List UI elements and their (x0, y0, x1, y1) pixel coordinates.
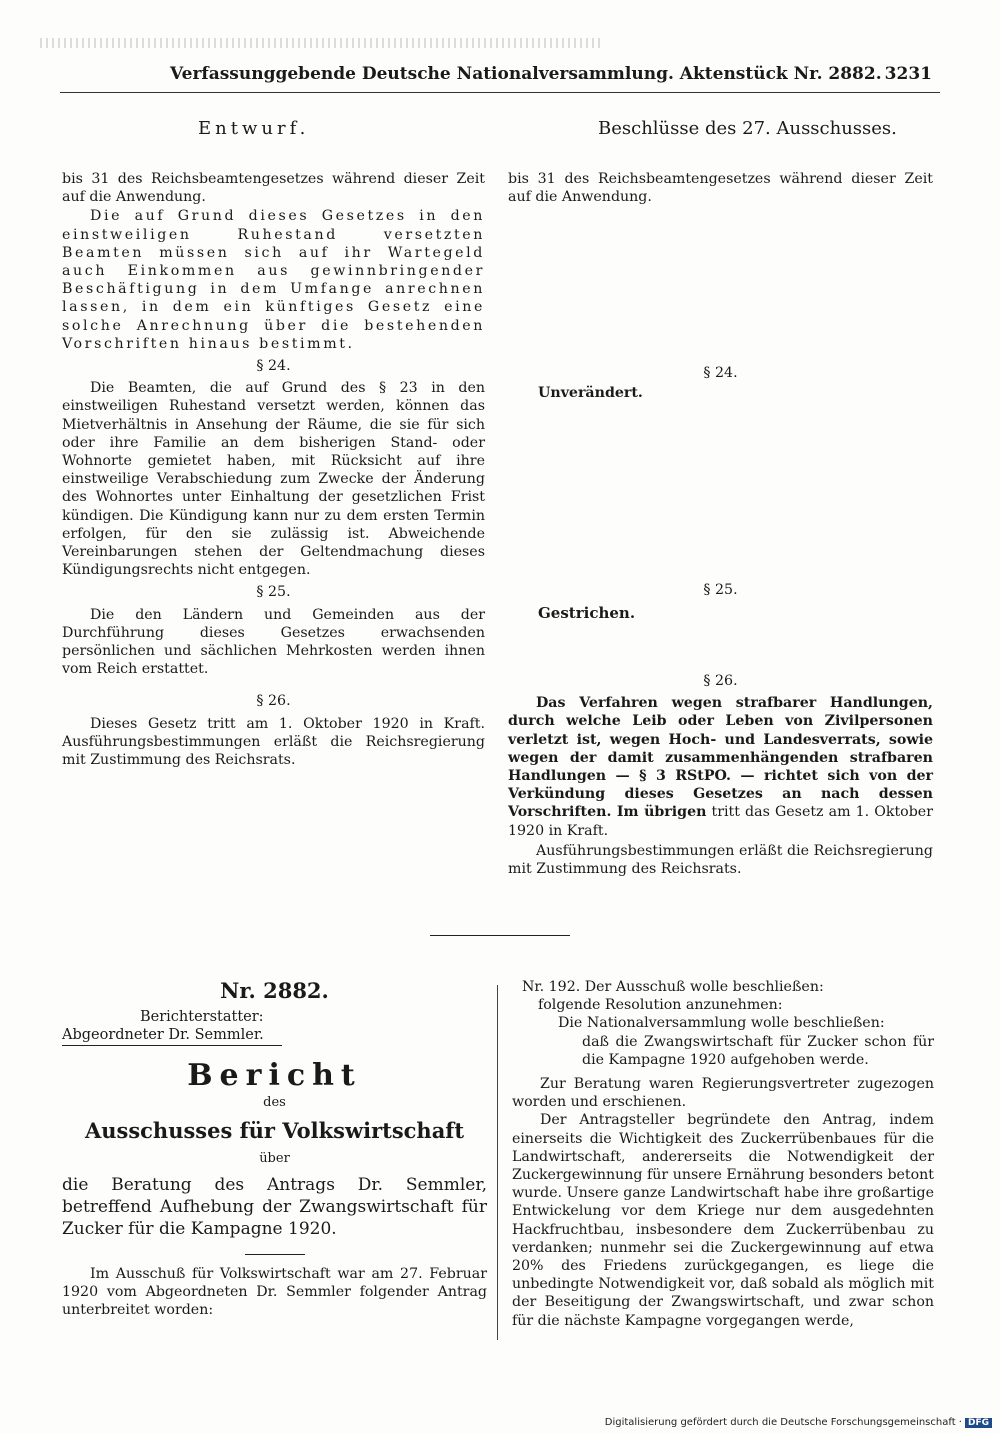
left-column (62, 170, 485, 769)
running-title: Verfassunggebende Deutsche Nationalversammlung. Aktenstück Nr. 2882. (170, 64, 882, 84)
subject-rule (245, 1254, 305, 1255)
ueber-label: über (259, 1151, 290, 1166)
committee-name: Ausschusses für Volkswirtschaft (84, 1118, 465, 1143)
right-sec26-rest: tritt das Gesetz am 1. Oktober 1920 in Kraft. (508, 804, 933, 839)
left-sec24-label: § 24. (256, 358, 291, 375)
bericht-heading: Bericht (187, 1058, 362, 1093)
report-right-line1: Nr. 192. Der Ausschuß wolle beschließen: (522, 979, 824, 995)
left-sec26-text: Dieses Gesetz tritt am 1. Oktober 1920 in Kraft. Ausführungsbestimmungen erläßt die Reichsregierung mit Zustimmung des Reichsrats. (62, 715, 485, 769)
left-column-title: Entwurf. (198, 118, 310, 139)
digitization-footer (605, 1417, 992, 1428)
dfg-logo: DFG (965, 1418, 992, 1428)
right-sec26-paragraph (508, 694, 933, 840)
left-continuation: bis 31 des Reichsbeamtengesetzes während dieser Zeit auf die Anwendung. (62, 171, 485, 206)
report-subject: die Beratung des Antrags Dr. Semmler, betreffend Aufhebung der Zwangswirtschaft für Zucker für die Kampagne 1920. (62, 1175, 487, 1239)
footer-text: Digitalisierung gefördert durch die Deutsche Forschungsgemeinschaft · (604, 1417, 962, 1428)
left-sec25-label: § 25. (256, 584, 291, 601)
right-sec26-text2: Ausführungsbestimmungen erläßt die Reichsregierung mit Zustimmung des Reichsrats. (508, 842, 933, 878)
left-sec24-text: Die Beamten, die auf Grund des § 23 in den einstweiligen Ruhestand versetzt werden, können das Mietverhältnis in Ansehung der Räume, die sie für sich oder ihre Familie an dem bisherigen Stand- oder Wohnorte gemietet haben, mit Rücksicht auf ihre einstweilige Verabschiedung zum Zwecke der Änderung des Wohnortes unter Einhaltung der gesetzlichen Frist kündigen. Die Kündigung kann nur zu dem ersten Termin erfolgen, für den sie zulässig ist. Abweichende Vereinbarungen stehen der Geltendmachung dieses Kündigungsrechts nicht entgegen. (62, 380, 485, 579)
report-right-line3: Die Nationalversammlung wolle beschließen: (558, 1015, 885, 1032)
right-column-title: Beschlüsse des 27. Ausschusses. (598, 118, 897, 139)
left-spaced-paragraph: Die auf Grund dieses Gesetzes in den einstweiligen Ruhestand versetzten Beamten müssen sich auf ihr Wartegeld auch Einkommen aus gewinnbringender Beschäftigung in dem Umfange anrechnen lassen, in dem ein künftiges Gesetz eine solche Anrechnung über die bestehenden Vorschriften hinaus bestimmt. (62, 208, 485, 352)
report-right (512, 978, 934, 1330)
report-right-line4: daß die Zwangswirtschaft für Zucker schon für die Kampagne 1920 aufgehoben werde. (582, 1033, 934, 1068)
right-sec26-bold: Das Verfahren wegen strafbarer Handlungen, durch welche Leib oder Leben von Zivilpersonen verletzt ist, wegen Hoch- und Landesverrats, sowie wegen der damit zusammenhängenden strafbaren Handlungen — § 3 RStPO. — richtet sich von der Verkündung dieses Gesetzes an nach dessen Vorschriften. Im übrigen (508, 695, 933, 821)
report-right-line2: folgende Resolution anzunehmen: (538, 997, 783, 1014)
des-label: des (263, 1095, 286, 1110)
rapporteur-label: Berichterstatter: (140, 1009, 264, 1025)
report-number: Nr. 2882. (220, 978, 329, 1003)
right-sec25-label: § 25. (703, 582, 738, 598)
rapporteur-name: Abgeordneter Dr. Semmler. (62, 1027, 282, 1046)
right-sec25 (508, 581, 933, 622)
left-sec26-label: § 26. (256, 693, 291, 710)
scan-noise (40, 38, 600, 48)
right-column-top (508, 170, 933, 206)
report-right-para1: Zur Beratung waren Regierungsvertreter zugezogen worden und erschienen. (512, 1076, 934, 1111)
right-sec24-label: § 24. (703, 365, 738, 381)
right-continuation: bis 31 des Reichsbeamtengesetzes während dieser Zeit auf die Anwendung. (508, 171, 933, 206)
header-rule (60, 92, 940, 93)
report-intro: Im Ausschuß für Volkswirtschaft war am 27. Februar 1920 vom Abgeordneten Dr. Semmler folgender Antrag unterbreitet worden: (62, 1266, 487, 1319)
report-left (62, 978, 487, 1320)
right-sec25-text: Gestrichen. (538, 604, 636, 623)
section-divider (430, 935, 570, 936)
right-sec26-label: § 26. (703, 673, 738, 689)
running-head (170, 64, 940, 88)
page-number: 3231 (884, 64, 932, 84)
left-sec25-text: Die den Ländern und Gemeinden aus der Durchführung dieses Gesetzes erwachsenden persönlichen und sächlichen Mehrkosten werden ihnen vom Reich erstattet. (62, 606, 485, 678)
right-sec26 (508, 672, 933, 878)
right-sec24-text: Unverändert. (538, 385, 643, 402)
report-right-para2: Der Antragsteller begründete den Antrag, indem einerseits die Wichtigkeit des Zuckerrübenbaues für die Landwirtschaft, andererseits die Notwendigkeit der Zuckergewinnung für unsere Ernährung besonders betont wurde. Unsere ganze Landwirtschaft habe ihre großartige Entwickelung vor dem Kriege nur dem ausgedehnten Hackfruchtbau, insbesondere dem Zuckerrübenbau zu verdanken; nunmehr sei die Zuckergewinnung auf etwa 20% des Friedens zurückgegangen, es liege die unbedingte Notwendigkeit vor, daß sobald als möglich mit der Beseitigung der Zwangswirtschaft, und zwar schon für die nächste Kampagne vorgegangen werde, (512, 1112, 934, 1329)
right-sec24 (508, 364, 933, 402)
column-rule (497, 985, 498, 1340)
